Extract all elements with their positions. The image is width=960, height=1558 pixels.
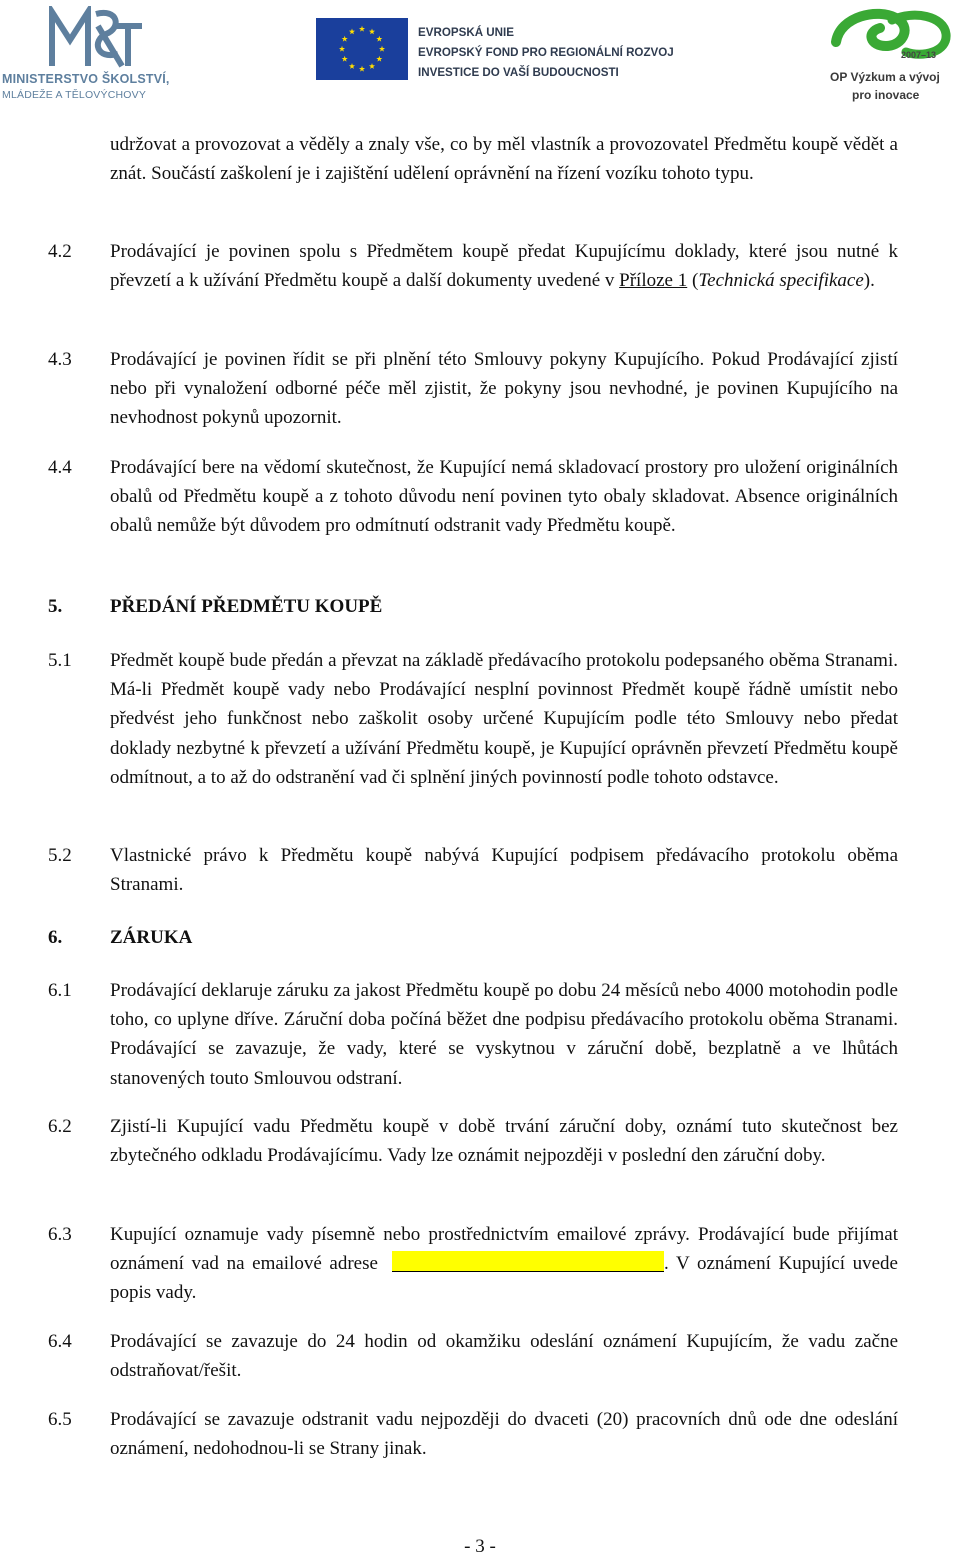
clause-number: 4.4 — [48, 457, 72, 478]
page-number: - 3 - — [464, 1536, 496, 1557]
clause-number: 6.4 — [48, 1331, 72, 1352]
clause-text: Vlastnické právo k Předmětu koupě nabývá Kupující podpisem předávacího protokolu oběma Stranami. — [110, 845, 898, 896]
clause-text: Prodávající se zavazuje do 24 hodin od okamžiku odeslání oznámení Kupujícím, že vadu začne odstraňovat/řešit. — [110, 1331, 898, 1382]
annex-link[interactable]: Příloze 1 — [619, 270, 688, 292]
msmt-logo — [0, 4, 195, 104]
eu-text-line3: INVESTICE DO VAŠÍ BUDOUCNOSTI — [418, 66, 619, 79]
document-header — [0, 0, 960, 110]
annex-title: Technická specifikace — [698, 270, 864, 292]
clause-number: 6.2 — [48, 1116, 72, 1137]
msmt-name-line2: MLÁDEŽE A TĚLOVÝCHOVY — [2, 89, 147, 101]
clause-text: Prodávající je povinen řídit se při plnění této Smlouvy pokyny Kupujícího. Pokud Prodávající zjistí nebo při vynaložení odborné péče měl zjistit, že pokyny jsou nevhodné, je povinen Kupujícího na nevhodnost pokynů upozornit. — [110, 349, 898, 429]
clause-text-part: ( — [687, 270, 699, 292]
eu-flag-icon — [316, 18, 408, 80]
clause-text: Zjistí-li Kupující vadu Předmětu koupě v době trvání záruční doby, oznámí tuto skutečnost bez zbytečného odkladu Prodávajícímu. Vady lze oznámit nejpozději v poslední den záruční doby. — [110, 1116, 898, 1167]
clause-number: 6.1 — [48, 980, 72, 1001]
op-name-line1: OP Výzkum a vývoj — [830, 70, 940, 84]
clause-number: 5.1 — [48, 650, 72, 671]
op-vavpi-logo-icon — [826, 2, 960, 72]
clause-number: 4.3 — [48, 349, 72, 370]
section-number: 6. — [48, 927, 63, 948]
clause-number: 6.5 — [48, 1409, 72, 1430]
msmt-logo-icon — [48, 6, 144, 70]
clause-text — [110, 1220, 898, 1308]
clause-text: Prodávající se zavazuje odstranit vadu nejpozději do dvaceti (20) pracovních dnů ode dne odeslání oznámení, nedohodnou-li se Strany jinak. — [110, 1409, 898, 1460]
op-years: 2007–13 — [901, 50, 937, 60]
clause-text: Předmět koupě bude předán a převzat na základě předávacího protokolu podepsaného oběma Stranami. Má-li Předmět koupě vady nebo Prodávající nesplní povinnost Předmět koupě řádně umístit nebo předvést jeho funkčnost nebo zaškolit osoby určené Kupujícím podle této Smlouvy nebo předat doklady nezbytné k převzetí a užívání Předmětu koupě, je Kupující oprávněn převzetí Předmětu koupě odmítnout, a to až do odstranění vad či splnění jiných povinností podle tohoto odstavce. — [110, 650, 898, 788]
clause-text: Prodávající bere na vědomí skutečnost, že Kupující nemá skladovací prostory pro uložení originálních obalů od Předmětu koupě a z tohoto důvodu není povinen tyto obaly skladovat. Absence originálních obalů nemůže být důvodem pro odmítnutí odstranit vady Předmětu koupě. — [110, 457, 898, 537]
email-blank-field[interactable] — [392, 1251, 664, 1272]
msmt-name-line1: MINISTERSTVO ŠKOLSTVÍ, — [2, 72, 170, 86]
clause-text-part: Prodávající je povinen spolu s Předmětem koupě předat Kupujícímu doklady, které jsou nutné k převzetí a k užívání Předmětu koupě a další dokumenty uvedené v — [110, 241, 898, 292]
clause-number: 6.3 — [48, 1224, 72, 1245]
paragraph-text: udržovat a provozovat a věděly a znaly vše, co by měl vlastník a provozovatel Předmětu koupě vědět a znát. Součástí zaškolení je i zajištění udělení oprávnění na řízení vozíku tohoto typu. — [110, 134, 898, 185]
op-name-line2: pro inovace — [852, 88, 920, 102]
clause-text-part: . V oznámení Kupující uvede popis vady. — [110, 1253, 898, 1304]
op-vavpi-logo — [826, 2, 960, 106]
section-number: 5. — [48, 596, 63, 617]
clause-text-part: ). — [863, 270, 875, 292]
clause-text-part: Kupující oznamuje vady písemně nebo prostřednictvím emailové zprávy. Prodávající bude přijímat oznámení vad na emailové adrese — [110, 1224, 898, 1275]
clause-text — [110, 237, 898, 295]
clause-number: 5.2 — [48, 845, 72, 866]
eu-text-line1: EVROPSKÁ UNIE — [418, 26, 514, 39]
section-title: PŘEDÁNÍ PŘEDMĚTU KOUPĚ — [110, 596, 383, 617]
clause-number: 4.2 — [48, 241, 72, 262]
eu-text-line2: EVROPSKÝ FOND PRO REGIONÁLNÍ ROZVOJ — [418, 46, 674, 59]
clause-text: Prodávající deklaruje záruku za jakost Předmětu koupě po dobu 24 měsíců nebo 4000 motohodin podle toho, co uplyne dříve. Záruční doba počíná běžet dne podpisu předávacího protokolu oběma Stranami. Prodávající se zavazuje, že vady, které se vyskytnou v záruční době, bezplatně a ve lhůtách stanovených touto Smlouvou odstraní. — [110, 980, 898, 1089]
section-title: ZÁRUKA — [110, 927, 193, 948]
